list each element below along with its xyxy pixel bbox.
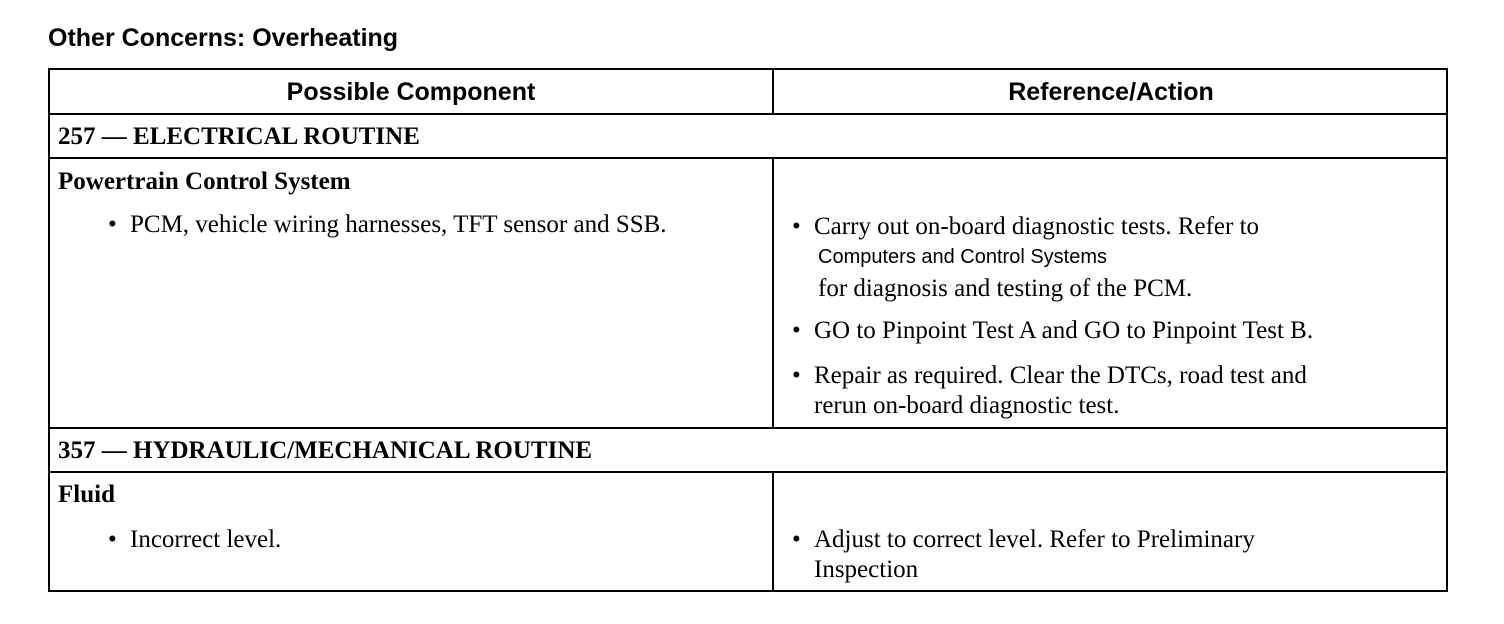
row-divider	[50, 427, 1446, 429]
column-header-possible-component: Possible Component	[286, 78, 536, 106]
action-item: • Repair as required. Clear the DTCs, road test and rerun on-board diagnostic test.	[792, 362, 1307, 419]
column-divider	[772, 472, 774, 592]
bullet-icon: •	[108, 526, 117, 553]
column-divider	[772, 158, 774, 428]
component-item: • Incorrect level.	[108, 526, 282, 553]
page-title: Other Concerns: Overheating	[48, 24, 399, 52]
bullet-icon: •	[792, 526, 801, 553]
action-item: • GO to Pinpoint Test A and GO to Pinpoint Test B.	[792, 317, 1314, 344]
action-item: • Adjust to correct level. Refer to Preliminary Inspection	[792, 526, 1255, 583]
section-heading-hydraulic: 357 — HYDRAULIC/MECHANICAL ROUTINE	[58, 437, 593, 464]
reference-link[interactable]: Inspection	[814, 556, 919, 583]
bullet-icon: •	[792, 213, 801, 240]
group-heading-fluid: Fluid	[58, 481, 115, 508]
bullet-icon: •	[792, 317, 801, 344]
action-item: • Carry out on-board diagnostic tests. Refer to Computers and Control Systems for diagnosis and testing of the PCM.	[792, 213, 1260, 302]
column-header-reference-action: Reference/Action	[1008, 78, 1214, 106]
column-divider	[772, 70, 774, 114]
bullet-icon: •	[792, 362, 801, 389]
bullet-icon: •	[108, 211, 117, 238]
row-divider	[50, 113, 1446, 115]
concerns-table	[48, 68, 1448, 592]
reference-link[interactable]: Computers and Control Systems	[818, 246, 1108, 268]
row-divider	[50, 471, 1446, 473]
component-item: • PCM, vehicle wiring harnesses, TFT sensor and SSB.	[108, 211, 667, 238]
row-divider	[50, 157, 1446, 159]
group-heading-powertrain: Powertrain Control System	[58, 168, 351, 195]
section-heading-electrical: 257 — ELECTRICAL ROUTINE	[58, 123, 420, 150]
